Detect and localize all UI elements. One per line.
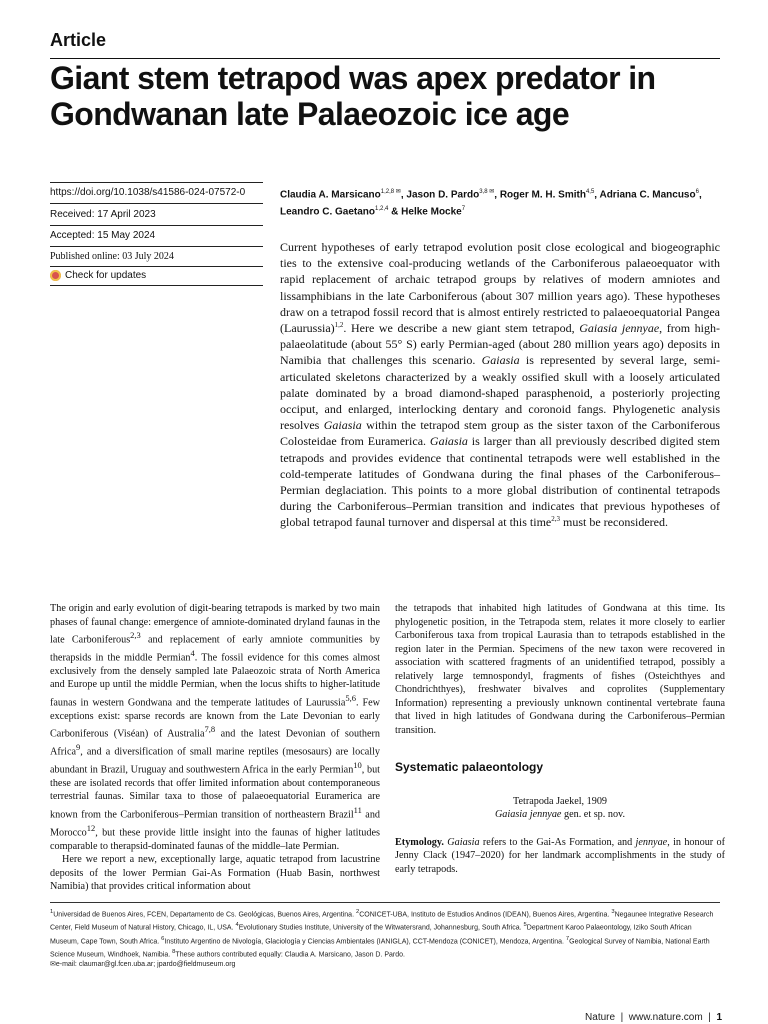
citation-ref[interactable]: 2,3 (130, 630, 141, 640)
footnote-rule (50, 902, 720, 903)
body-paragraph: The origin and early evolution of digit-bearing tetrapods is marked by two main phases of faunal change: emergence of amniote-dominated dryland faunas in the late Carboniferous$^{2,3}$ and replacement of early amniote communities by therapsids in the middle Permian$^4$. The fossil evidence for this comes almost exclusively from the densely sampled late Palaeozoic strata of North America and Europe up until the middle Permian, when the locus shifts to higher-latitude faunas in western Gondwana and the temperate latitudes of Laurussia$^{5,6}$. Few exceptions exist: sparse records are known from the Late Devonian to early Carboniferous (Viséan) of Australia$^{7,8}$ and the latest Devonian of southern Africa$^9$, and a diversification of small marine reptiles (mesosaurs) are locally abundant in Brazil, Uruguay and southwestern Africa in the early Permian$^{10}$, but these are isolated records that offer limited information about contemporaneous terrestrial faunas. Similar taxa to those of palaeoequatorial Euramerica are known from the Carboniferous–Permian transition of northeastern Brazil$^{11}$ and Morocco$^{12}$, but these provide little insight into the faunas of higher latitudes comparable to therapsid-dominated faunas of the middle–late Permian. (50, 603, 381, 852)
check-updates-label: Check for updates (65, 270, 147, 281)
meta-rule-4 (50, 266, 263, 267)
citation-ref[interactable]: 7,8 (204, 724, 216, 735)
etymology-label: Etymology. (395, 836, 444, 848)
body-paragraph: the tetrapods that inhabited high latitudes of Gondwana at this time. Its phylogenetic position, in the Tetrapoda stem, relates it more closely to earlier Carboniferous taxa from tropical Laurasia than to tetrapods established in the region later in the Permian. Specimens of the new taxon were recovered in association with scattered fragments of an unidentified tetrapod, possibly a relatively large temnospondyl, fragments of fishes (Osteichthyes and Chondrichthyes), freshwater bivalves and coprolites (Supplementary Information) representing a previously unknown continental vertebrate fauna that lived in high latitudes of Gondwana during the Carboniferous–Permian transition. (395, 603, 725, 736)
check-for-updates-button[interactable] (50, 270, 146, 281)
author-affiliation-sup: 1,2,8 ✉ (380, 189, 401, 195)
published-date: Published online: 03 July 2024 (50, 251, 174, 262)
abstract-text: is larger than all previously described digited stem tetrapods and provides evidence that continental tetrapods were well established in the cold-temperate latitudes of Gondwana during the final phases of the Carboniferous–Permian deglaciation. This points to a more global distribution of continental tetrapods during the Carboniferous–Permian transition and indicates that previous hypotheses of global tetrapod faunal turnover and dispersal at this time (280, 434, 720, 530)
body-column-right (395, 602, 725, 876)
citation-ref[interactable]: 12 (86, 822, 96, 833)
genus-name: Gaiasia (429, 434, 468, 449)
author-name[interactable]: Jason D. Pardo (406, 189, 480, 201)
taxon-line: Tetrapoda Jaekel, 1909 (512, 795, 608, 807)
author-name[interactable]: Adriana C. Mancuso (599, 189, 696, 201)
author-name[interactable]: Claudia A. Marsicano (280, 189, 381, 201)
citation-ref[interactable]: 5,6 (345, 692, 357, 703)
footer-separator: | (620, 1012, 624, 1023)
genus-name: Gaiasia (447, 836, 480, 848)
taxon-line: Gaiasia jennyae gen. et sp. nov. (494, 809, 626, 820)
citation-ref[interactable]: 2,3 (551, 515, 561, 524)
etymology-paragraph: Etymology. Gaiasia refers to the Gai-As Formation, and jennyae, in honour of Jenny Clack (1947–2020) for her landmark accomplishments in the study of early tetrapods. (395, 836, 725, 875)
species-name: Gaiasia jennyae (494, 809, 562, 820)
citation-ref[interactable]: 9 (76, 742, 81, 753)
check-updates-icon (50, 270, 61, 281)
citation-ref[interactable]: 1,2 (334, 321, 344, 330)
accepted-date: Accepted: 15 May 2024 (50, 230, 156, 241)
species-name: jennyae (635, 836, 668, 848)
received-date: Received: 17 April 2023 (50, 209, 156, 220)
section-heading: Systematic palaeontology (395, 760, 544, 774)
abstract (280, 239, 720, 531)
body-column-left (50, 602, 380, 894)
article-title (50, 60, 730, 132)
title-line-2: Gondwanan late Palaeozoic ice age (50, 96, 570, 132)
meta-rule-top (50, 182, 263, 183)
doi-link[interactable]: https://doi.org/10.1038/s41586-024-07572-0 (50, 187, 246, 198)
article-type-label: Article (50, 30, 107, 50)
author-affiliation-sup: 3,8 ✉ (479, 189, 495, 195)
title-line-1: Giant stem tetrapod was apex predator in (50, 60, 656, 96)
genus-name: Gaiasia (481, 353, 520, 368)
website-link[interactable]: www.nature.com (628, 1012, 703, 1023)
footer-separator: | (708, 1012, 711, 1023)
species-name: Gaiasia jennyae (579, 321, 660, 336)
body-paragraph: Here we report a new, exceptionally large, aquatic tetrapod from lacustrine deposits of the lower Permian Gai-As Formation (Huab Basin, northwest Namibia) that provides critical information about (50, 854, 380, 893)
author-affiliation-sup: 7 (461, 206, 466, 213)
abstract-text: Current hypotheses of early tetrapod evolution posit close ecological and biogeographic ties to the extensive coal-producing wetlands of the Carboniferous palaeoequator with rapid replacement of archaic tetrapod groups by relatives of modern amniotes and lissamphibians in the late Carboniferous (about 307 million years ago). These hypotheses draw on a tetrapod fossil record that is almost entirely restricted to palaeoequatorial Pangea (Laurussia) (280, 240, 720, 336)
citation-ref[interactable]: 10 (353, 759, 362, 770)
header-rule (50, 58, 720, 59)
author-name[interactable]: Helke Mocke (401, 206, 462, 218)
abstract-text: is represented by several large, semi-articulated skeletons characterized by a weakly ossified skull with a loosely articulated palate dominated by a broad diamond-shaped parasphenoid, a posteriorly projecting occiput, and enlarged, interlocking dentary and coronoid fangs. Phylogenetic analysis resolves (280, 353, 720, 433)
abstract-text: within the tetrapod stem group as the sister taxon of the Carboniferous Colosteidae from Euramerica. (280, 418, 720, 449)
citation-ref[interactable]: 11 (353, 804, 362, 815)
meta-rule-5 (50, 285, 263, 286)
affiliations (50, 907, 720, 970)
abstract-text: . Here we describe a new giant stem tetrapod, (343, 321, 580, 336)
author-affiliation-sup: 6 (695, 189, 699, 195)
citation-ref[interactable]: 4 (190, 647, 195, 658)
meta-rule-2 (50, 225, 263, 226)
author-name[interactable]: Roger M. H. Smith (499, 189, 586, 201)
author-name[interactable]: Leandro C. Gaetano (280, 206, 376, 218)
abstract-text: must be reconsidered. (560, 515, 668, 530)
affiliation-list: $^1$Universidad de Buenos Aires, FCEN, Departamento de Cs. Geológicas, Buenos Aires, Argentina. $^2$CONICET-UBA, Instituto de Estudios Andinos (IDEAN), Buenos Aires, Argentina. $^3$Negaunee Integrative Research Center, Field Museum of Natural History, Chicago, IL, USA. $^4$Evolutionary Studies Institute, University of the Witwatersrand, Johannesburg, South Africa. $^5$Department Karoo Palaeontology, Iziko South African Museum, Cape Town, South Africa. $^6$Instituto Argentino de Nivología, Glaciología y Ciencias Ambientales (IANIGLA), CCT-Mendoza (CONICET), Mendoza, Argentina. $^7$Geological Survey of Namibia, National Earth Science Museum, Windhoek, Namibia. $^8$These authors contributed equally: Claudia A. Marsicano, Jason D. Pardo. (50, 909, 714, 959)
email-addresses[interactable]: e-mail: claumar@gl.fcen.uba.ar; jpardo@fieldmuseum.org (55, 961, 236, 969)
email-icon: ✉ (50, 961, 56, 969)
page-number: 1 (716, 1012, 722, 1023)
author-list: Claudia A. Marsicano$^{1,2,8 ✉}$, Jason D. Pardo$^{3,8 ✉}$, Roger M. H. Smith$^{4,5}$, Adriana C. Mancuso$^6$, Leandro C. Gaetano$^{1,2,4}$ & Helke Mocke$^7$ (280, 189, 702, 218)
meta-rule-3 (50, 246, 263, 247)
genus-name: Gaiasia (323, 418, 362, 433)
meta-rule-1 (50, 203, 263, 204)
correspondence (50, 960, 720, 970)
abstract-text: , from high-palaeolatitude (about 55° S) early Permian-aged (about 280 million years ago) deposits in Namibia that challenges this scenario. (280, 321, 720, 368)
author-affiliation-sup: 1,2,4 (375, 206, 389, 213)
journal-name: Nature (585, 1012, 616, 1023)
author-affiliation-sup: 4,5 (585, 189, 595, 195)
page-footer (585, 1012, 722, 1023)
